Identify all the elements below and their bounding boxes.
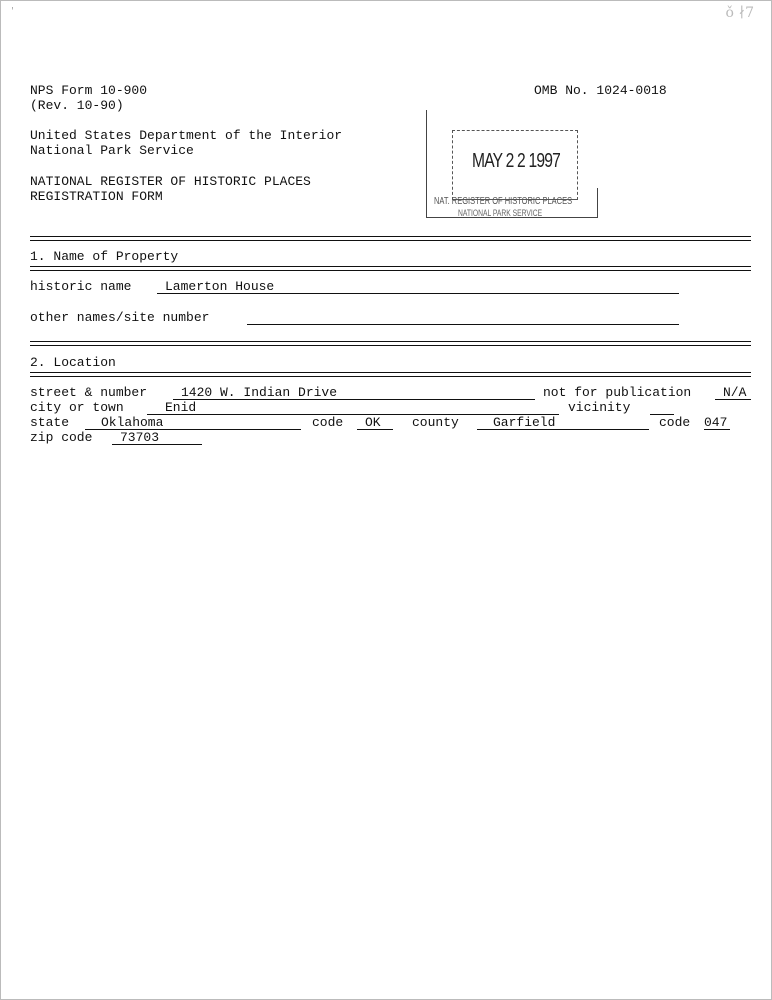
other-names-label: other names/site number [30,310,210,325]
not-for-publication-field[interactable]: N/A [715,385,751,400]
zip-field[interactable]: 73703 [112,430,202,445]
agency-line-2: National Park Service [30,143,194,158]
section-2-heading: 2. Location [30,355,116,370]
stamp-agency-line-2: NATIONAL PARK SERVICE [458,208,543,218]
state-code-field[interactable]: OK [357,415,393,430]
received-date-stamp [422,104,600,222]
margin-tick: ' [10,7,15,16]
city-label: city or town [30,400,124,415]
stamp-frame-right [597,188,598,218]
stamp-date: MAY 2 2 1997 [472,150,561,172]
state-label: state [30,415,70,430]
form-title-line-2: REGISTRATION FORM [30,189,163,204]
county-code-label: code [659,415,691,430]
other-names-field[interactable] [247,310,679,325]
stamp-frame-left [426,110,427,218]
not-for-publication-label: not for publication [543,385,692,400]
historic-name-field[interactable]: Lamerton House [157,279,679,294]
stamp-agency-line-1: NAT. REGISTER OF HISTORIC PLACES [434,196,573,207]
state-field[interactable]: Oklahoma [85,415,301,430]
street-field[interactable]: 1420 W. Indian Drive [173,385,535,400]
form-revision: (Rev. 10-90) [30,98,124,113]
form-number: NPS Form 10-900 [30,83,148,98]
section-divider [30,266,751,271]
agency-line-1: United States Department of the Interior [30,128,343,143]
county-label: county [412,415,459,430]
county-field[interactable]: Garfield [477,415,649,430]
state-code-label: code [312,415,344,430]
vicinity-label: vicinity [568,400,631,415]
zip-label: zip code [30,430,93,445]
section-divider [30,341,751,346]
city-field[interactable]: Enid [147,400,559,415]
form-title-line-1: NATIONAL REGISTER OF HISTORIC PLACES [30,174,311,189]
section-1-heading: 1. Name of Property [30,249,179,264]
handwritten-page-mark: ǒ ∤7 [725,5,754,21]
omb-number: OMB No. 1024-0018 [534,83,667,98]
vicinity-field[interactable] [650,400,674,415]
street-label: street & number [30,385,148,400]
section-divider [30,236,751,241]
county-code-field[interactable]: 047 [704,415,730,430]
historic-name-label: historic name [30,279,132,294]
section-divider [30,372,751,377]
